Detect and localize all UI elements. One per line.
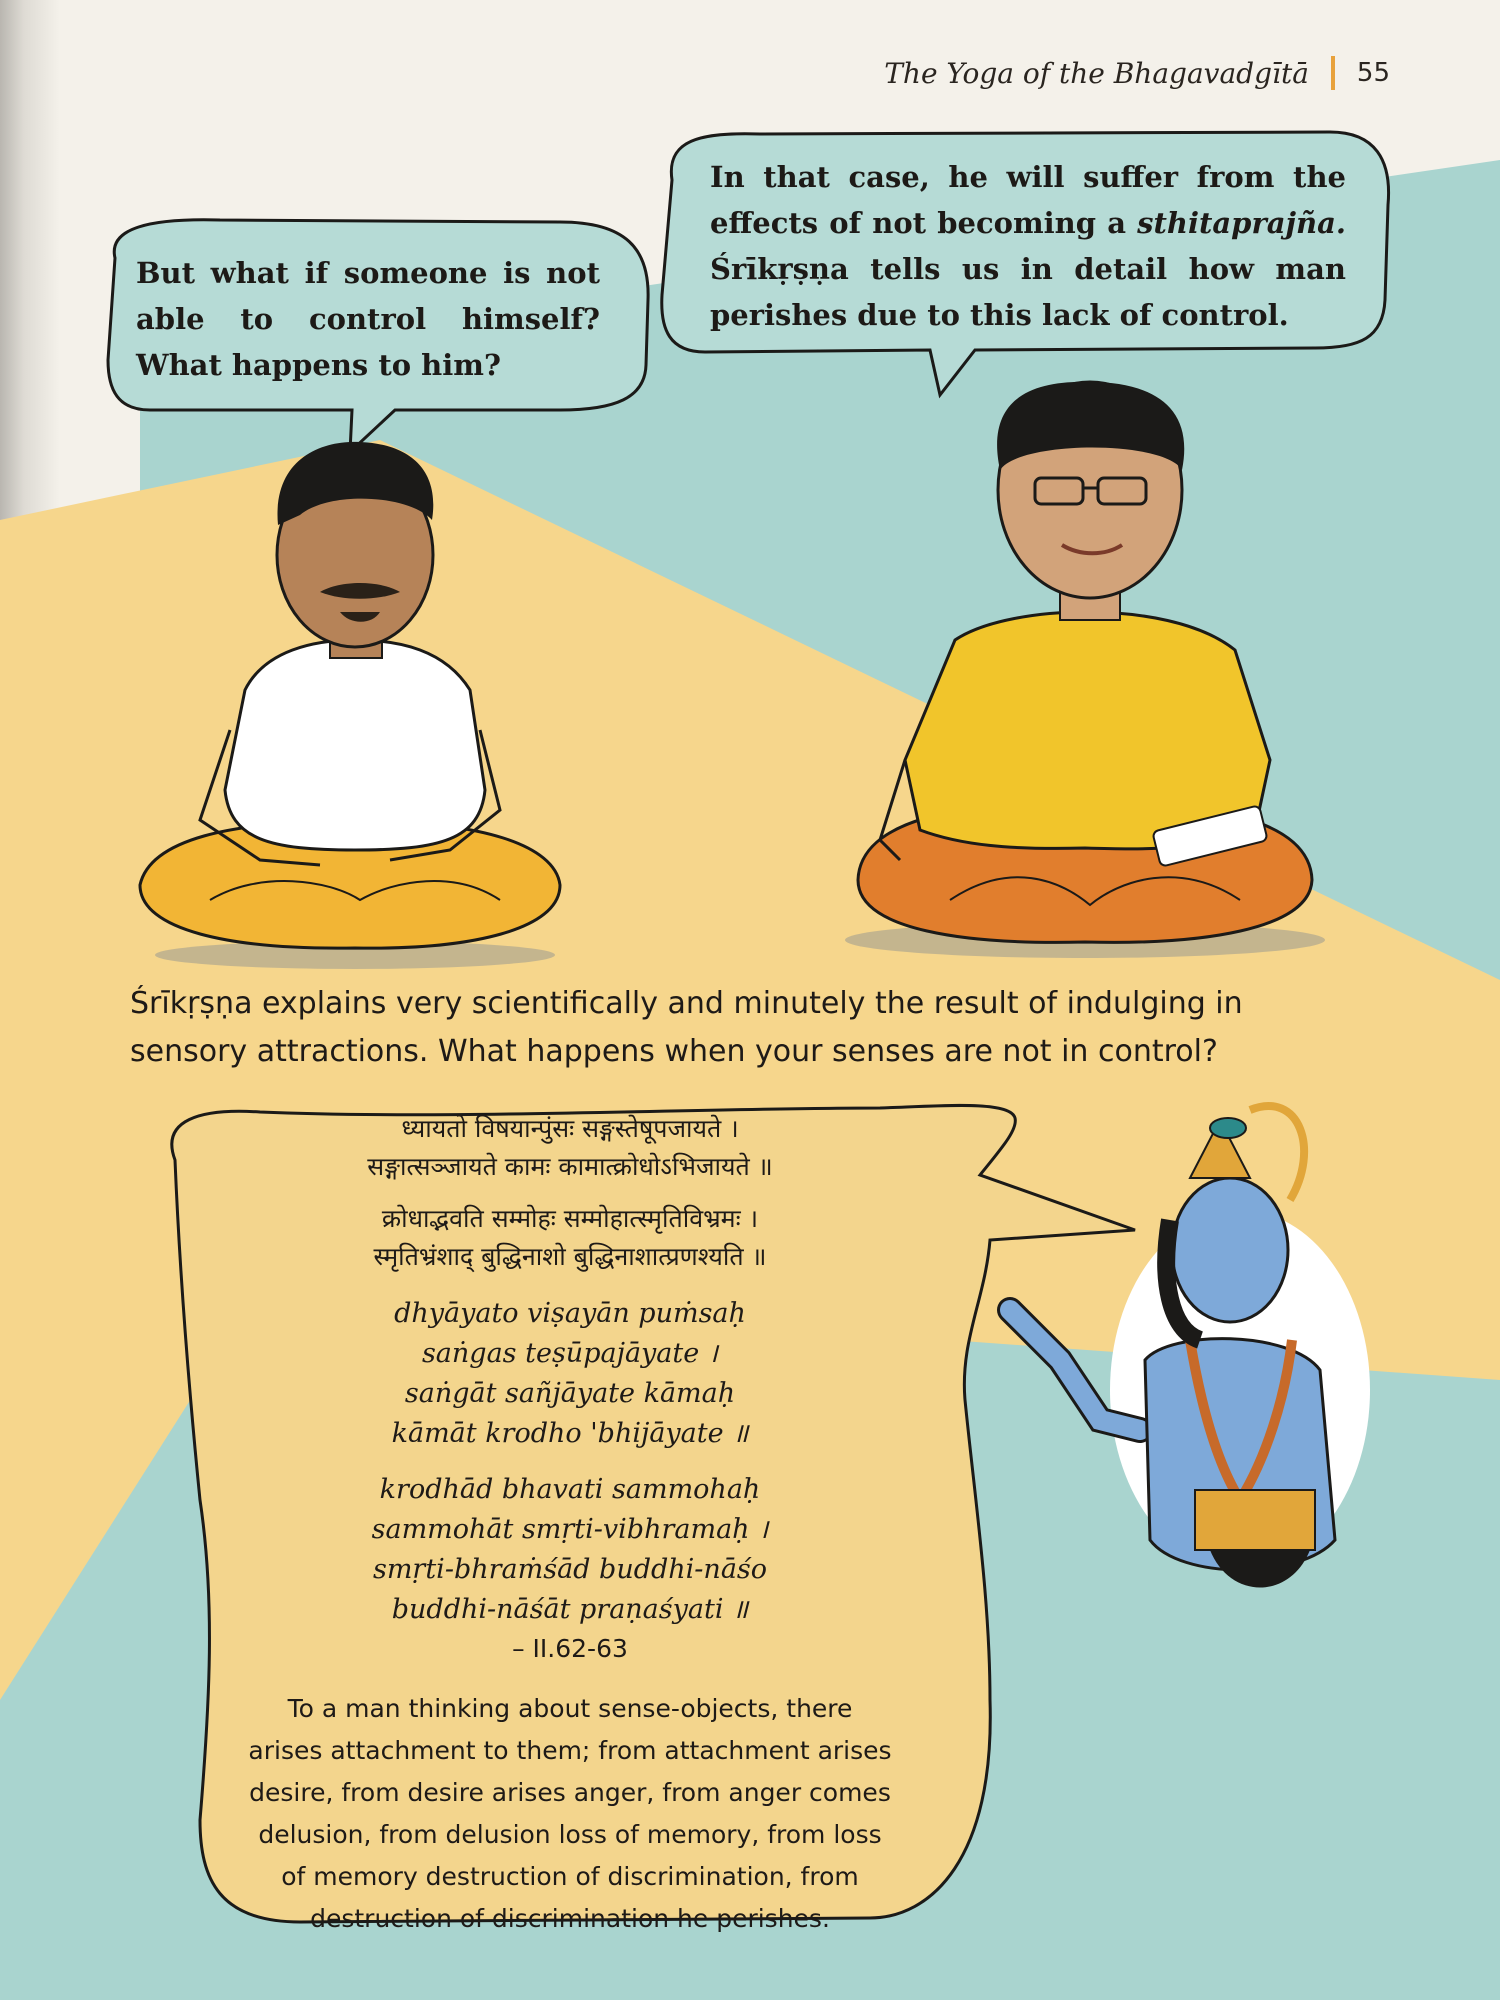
devanagari-line-2: सङ्गात्सञ्जायते कामः कामात्क्रोधोऽभिजायते ॥ <box>367 1152 773 1181</box>
question-line-3: What happens to him? <box>136 348 501 382</box>
verse-translation <box>180 1688 960 1940</box>
translation-line-5: of memory destruction of discrimination, from <box>281 1862 859 1891</box>
translation-line-1: To a man thinking about sense-objects, there <box>287 1694 853 1723</box>
narration-line-2: sensory attractions. What happens when your senses are not in control? <box>130 1034 1218 1069</box>
question-bubble-text <box>136 250 600 388</box>
narration-line-1: Śrīkṛṣṇa explains very scientifically and minutely the result of indulging in <box>130 986 1243 1021</box>
transliteration-line-1: dhyāyato viṣayān puṁsaḥ <box>394 1298 746 1329</box>
translation-line-4: delusion, from delusion loss of memory, from loss <box>258 1820 882 1849</box>
question-line-2: able to control himself? <box>136 302 600 336</box>
narration-paragraph <box>130 980 1390 1076</box>
answer-italic-term: sthitaprajña. <box>1137 206 1346 240</box>
page-number: 55 <box>1356 58 1390 88</box>
answer-line-2 <box>710 200 1346 246</box>
translation-line-3: desire, from desire arises anger, from anger comes <box>249 1778 891 1807</box>
answer-line-1: In that case, he will suffer from the <box>710 160 1346 194</box>
transliteration-line-8: buddhi-nāśāt praṇaśyati ॥ <box>391 1594 749 1625</box>
running-header <box>884 56 1390 90</box>
header-separator <box>1331 56 1335 90</box>
verse-reference: – II.62-63 <box>512 1634 628 1663</box>
translation-line-6: destruction of discrimination he perishes. <box>310 1904 830 1933</box>
transliteration-line-5: krodhād bhavati sammohaḥ <box>379 1474 761 1505</box>
devanagari-line-1: ध्यायतो विषयान्पुंसः सङ्गस्तेषूपजायते । <box>401 1114 739 1143</box>
transliteration-line-4: kāmāt krodho 'bhijāyate ॥ <box>391 1418 749 1449</box>
devanagari-line-4: स्मृतिभ्रंशाद् बुद्धिनाशो बुद्धिनाशात्प्रणश्यति ॥ <box>373 1242 767 1271</box>
running-title: The Yoga of the Bhagavadgītā <box>884 56 1309 90</box>
transliteration-line-7: smṛti-bhraṁśād buddhi-nāśo <box>372 1554 768 1585</box>
answer-line-4: perishes due to this lack of control. <box>710 298 1289 332</box>
translation-line-2: arises attachment to them; from attachment arises <box>248 1736 892 1765</box>
answer-line-2-text: effects of not becoming a <box>710 206 1138 240</box>
answer-line-3: Śrīkṛṣṇa tells us in detail how man <box>710 252 1346 286</box>
verse-block <box>180 1110 960 1940</box>
transliteration-line-3: saṅgāt sañjāyate kāmaḥ <box>404 1378 736 1409</box>
transliteration-line-6: sammohāt smṛti-vibhramaḥ । <box>371 1514 769 1545</box>
transliteration-line-2: saṅgas teṣūpajāyate । <box>421 1338 719 1369</box>
question-line-1: But what if someone is not <box>136 256 600 290</box>
devanagari-line-3: क्रोधाद्भवति सम्मोहः सम्मोहात्स्मृतिविभ्रमः । <box>381 1204 759 1233</box>
answer-bubble-text <box>710 154 1346 338</box>
